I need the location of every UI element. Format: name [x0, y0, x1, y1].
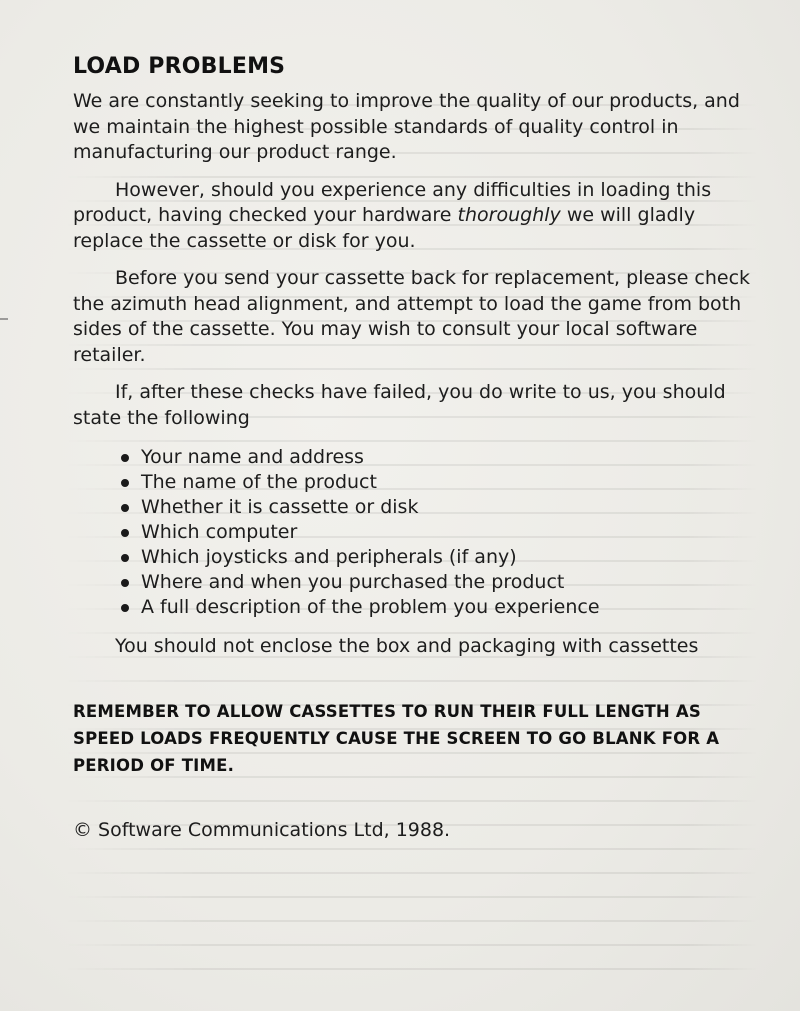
checklist-item: Where and when you purchased the product — [119, 570, 763, 595]
page-content — [73, 54, 763, 841]
checklist-item: Your name and address — [119, 445, 763, 470]
copyright-notice: © Software Communications Ltd, 1988. — [73, 818, 451, 841]
info-checklist — [119, 445, 763, 620]
checklist-item: Which joysticks and peripherals (if any) — [119, 545, 763, 570]
bullet-icon — [121, 579, 129, 587]
bullet-icon — [121, 554, 129, 562]
checklist-item: A full description of the problem you experience — [119, 595, 763, 620]
replacement-text-end: we will gladly replace the cassette or disk for you. — [73, 204, 696, 252]
bullet-icon — [121, 504, 129, 512]
azimuth-paragraph: Before you send your cassette back for replacement, please check the azimuth head alignment, and attempt to load the game from both sides of the cassette. You may wish to consult your local software retailer. — [73, 267, 751, 366]
checklist-item: The name of the product — [119, 470, 763, 495]
replacement-text-start: However, should you experience any difficulties in loading this product, having checked your hardware — [73, 178, 712, 226]
bullet-icon — [121, 479, 129, 487]
bullet-icon — [121, 529, 129, 537]
emphasis-thoroughly: thoroughly — [457, 204, 561, 226]
bullet-icon — [121, 604, 129, 612]
margin-mark — [0, 318, 8, 320]
packaging-paragraph: You should not enclose the box and packaging with cassettes — [115, 635, 699, 657]
intro-paragraph: We are constantly seeking to improve the quality of our products, and we maintain the highest possible standards of quality control in manufacturing our product range. — [73, 90, 740, 163]
speed-load-warning: REMEMBER TO ALLOW CASSETTES TO RUN THEIR FULL LENGTH AS SPEED LOADS FREQUENTLY CAUSE THE SCREEN TO GO BLANK FOR A PERIOD OF TIME. — [73, 701, 720, 775]
bullet-icon — [121, 454, 129, 462]
checklist-item: Whether it is cassette or disk — [119, 495, 763, 520]
checks-paragraph: If, after these checks have failed, you do write to us, you should state the following — [73, 381, 726, 429]
replacement-paragraph — [73, 178, 763, 255]
page-title: LOAD PROBLEMS — [73, 54, 286, 79]
checklist-item: Which computer — [119, 520, 763, 545]
